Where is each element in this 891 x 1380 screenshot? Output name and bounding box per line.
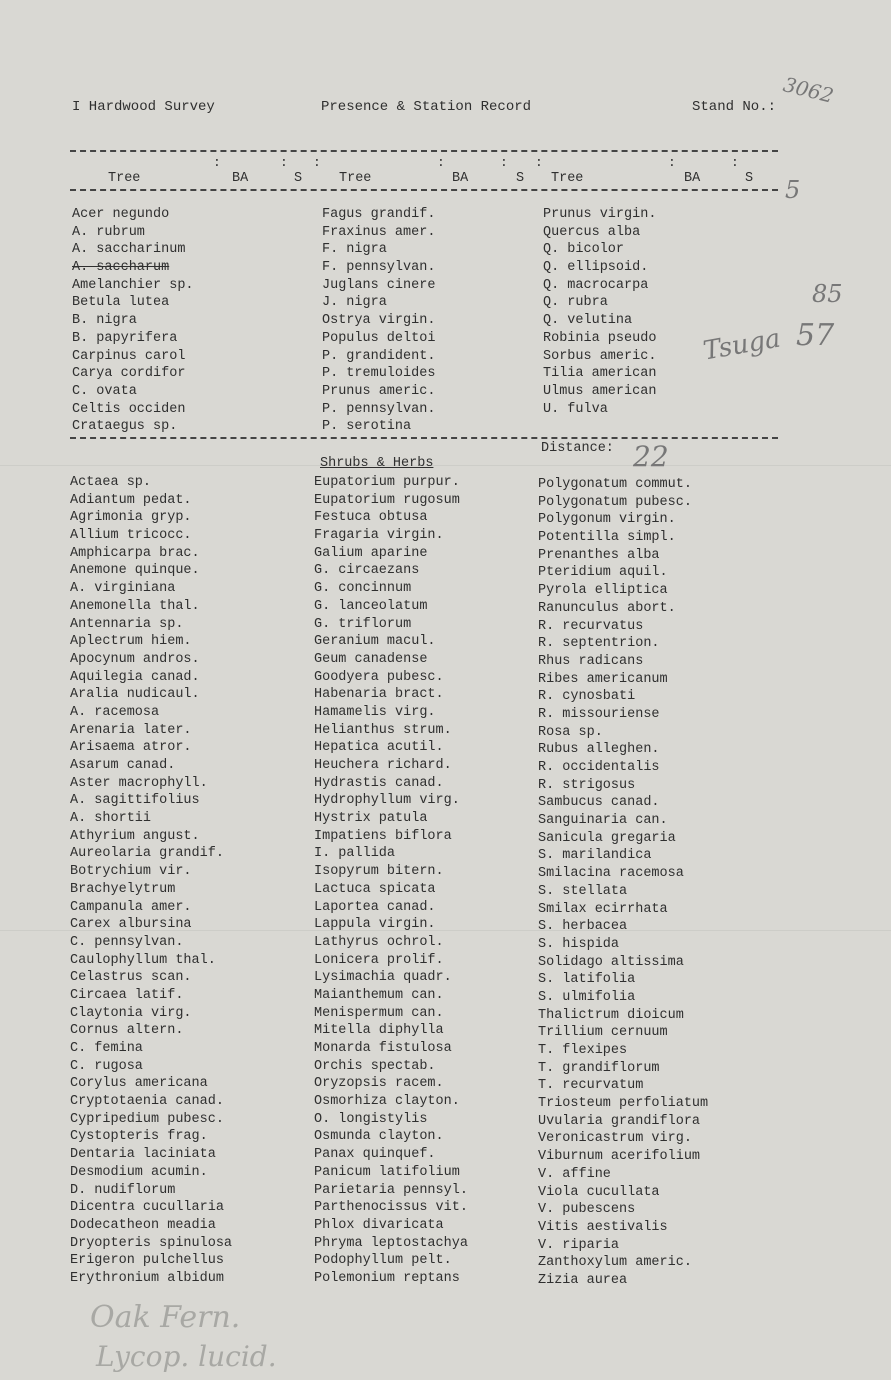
list-item: Aquilegia canad. [70, 669, 200, 685]
list-item: V. riparia [538, 1237, 620, 1253]
list-item: R. occidentalis [538, 760, 660, 775]
list-item: Actaea sp. [70, 475, 152, 490]
list-item: Panicum latifolium [314, 1164, 460, 1180]
stand-number-label: Stand No.: [692, 99, 777, 115]
list-item: Impatiens biflora [314, 828, 452, 844]
list-item: Polygonum virgin. [538, 512, 676, 528]
column-header-tree: Tree [339, 171, 372, 186]
list-item: Polemonium reptans [314, 1270, 460, 1286]
list-item: Arisaema atror. [70, 740, 192, 756]
list-item: Sanicula gregaria [538, 830, 676, 846]
tree-list-col3 [543, 206, 656, 418]
list-item: Dicentra cucullaria [70, 1200, 224, 1216]
distance-value-handwritten: 22 [633, 440, 669, 473]
list-item: Allium tricocc. [70, 528, 192, 544]
list-item: C. ovata [72, 383, 137, 399]
list-item: Claytonia virg. [70, 1005, 192, 1021]
list-item: R. septentrion. [538, 636, 660, 652]
list-item: Mitella diphylla [314, 1023, 444, 1039]
list-item: Dentaria laciniata [70, 1147, 216, 1163]
list-item: Carpinus carol [72, 348, 186, 364]
list-item: Hamamelis virg. [314, 704, 436, 720]
column-header-tree: Tree [551, 171, 584, 186]
list-item: Apocynum andros. [70, 651, 200, 667]
list-item: A. virginiana [70, 581, 176, 597]
column-header-ba: BA [232, 171, 249, 186]
list-item: Oryzopsis racem. [314, 1076, 444, 1092]
list-item: Smilacina racemosa [538, 866, 684, 882]
list-item: V. affine [538, 1166, 611, 1182]
list-item: Hepatica acutil. [314, 740, 444, 756]
list-item: P. tremuloides [322, 366, 436, 382]
list-item: Prenanthes alba [538, 547, 660, 563]
list-item: C. rugosa [70, 1058, 143, 1074]
tree-list-col2 [322, 206, 435, 436]
list-item: U. fulva [543, 401, 608, 417]
list-item: Rhus radicans [538, 653, 644, 669]
stand-number-handwritten: 3062 [780, 72, 837, 108]
shrubs-herbs-heading: Shrubs & Herbs [320, 456, 434, 471]
list-item: S. stellata [538, 883, 628, 899]
list-item: Phryma leptostachya [314, 1235, 468, 1251]
list-item: Panax quinquef. [314, 1147, 436, 1163]
list-item: Athyrium angust. [70, 828, 200, 844]
list-item: A. shortii [70, 811, 152, 827]
list-item: Laportea canad. [314, 899, 436, 915]
list-item: F. nigra [322, 242, 387, 258]
list-item: Crataegus sp. [72, 419, 178, 435]
list-item: Parthenocissus vit. [314, 1200, 468, 1216]
list-item: Phlox divaricata [314, 1217, 444, 1233]
list-item: Trillium cernuum [538, 1025, 668, 1041]
list-item: Robinia pseudo [543, 330, 657, 346]
list-item: S. hispida [538, 936, 620, 952]
list-item: Sanguinaria can. [538, 813, 668, 829]
handwritten-57: 57 [796, 318, 835, 353]
list-item: Monarda fistulosa [314, 1041, 452, 1056]
list-item: Sorbus americ. [543, 348, 657, 364]
list-item: G. triflorum [314, 616, 412, 632]
list-item: J. nigra [322, 295, 387, 311]
list-item: Lactuca spicata [314, 881, 436, 897]
shrub-list-col1 [70, 474, 232, 1288]
list-item: Corylus americana [70, 1076, 208, 1092]
list-item: Lysimachia quadr. [314, 970, 452, 986]
list-item: Goodyera pubesc. [314, 669, 444, 685]
list-item: R. missouriense [538, 706, 660, 722]
list-item: Aralia nudicaul. [70, 687, 200, 703]
list-item: Celastrus scan. [70, 970, 192, 986]
list-item: Anemone quinque. [70, 563, 200, 579]
list-item: Helianthus strum. [314, 722, 452, 738]
column-header-ba: BA [452, 171, 469, 186]
list-item: T. recurvatum [538, 1078, 644, 1094]
list-item: S. herbacea [538, 919, 628, 935]
list-item: Circaea latif. [70, 987, 184, 1003]
column-header-ba: BA [684, 171, 701, 186]
list-item: A. rubrum [72, 224, 145, 240]
list-item: Amelanchier sp. [72, 277, 194, 293]
paper-fold-line [0, 465, 891, 466]
handwritten-tsuga: Tsuga [700, 323, 783, 367]
list-item: Arenaria later. [70, 722, 192, 738]
list-item: Q. ellipsoid. [543, 260, 649, 276]
list-item: Thalictrum dioicum [538, 1007, 684, 1023]
list-item: Aster macrophyll. [70, 775, 208, 791]
list-item: Caulophyllum thal. [70, 952, 216, 968]
list-item: P. serotina [322, 419, 412, 435]
list-item: Lonicera prolif. [314, 952, 444, 968]
list-item: S. latifolia [538, 972, 636, 988]
list-item: Cystopteris frag. [70, 1129, 208, 1145]
column-divider: : [731, 155, 739, 170]
handwritten-mark: 5 [785, 176, 801, 204]
list-item: Celtis occiden [72, 401, 186, 417]
list-item: Geum canadense [314, 651, 428, 667]
list-item: R. strigosus [538, 777, 636, 793]
list-item: Maianthemum can. [314, 987, 444, 1003]
list-item: Veronicastrum virg. [538, 1131, 692, 1147]
list-item: Prunus americ. [322, 383, 436, 399]
list-item: Rubus alleghen. [538, 742, 660, 758]
list-item: I. pallida [314, 846, 396, 862]
list-item: Solidago altissima [538, 954, 684, 970]
list-item: F. pennsylvan. [322, 260, 436, 276]
list-item: Ulmus american [543, 383, 657, 399]
list-item: Isopyrum bitern. [314, 864, 444, 880]
list-item: G. circaezans [314, 563, 420, 579]
list-item: Potentilla simpl. [538, 530, 676, 546]
list-item: Polygonatum pubesc. [538, 494, 692, 510]
list-item: Viburnum acerifolium [538, 1149, 701, 1165]
list-item: Amphicarpa brac. [70, 545, 200, 561]
list-item: Rosa sp. [538, 724, 603, 740]
tree-list-col1 [72, 206, 194, 436]
column-divider: : [280, 155, 288, 170]
list-item: Q. rubra [543, 295, 608, 311]
handwritten-footer-note: Lycop. lucid. [96, 1340, 277, 1373]
list-item: Tilia american [543, 366, 657, 382]
list-item: C. femina [70, 1041, 143, 1056]
table-header-rule [70, 189, 778, 191]
list-item: Uvularia grandiflora [538, 1113, 701, 1129]
list-item: Viola cucullata [538, 1184, 660, 1200]
list-item: Carex albursina [70, 917, 192, 933]
list-item: Polygonatum commut. [538, 477, 692, 492]
column-divider: : [437, 155, 445, 170]
list-item: Lappula virgin. [314, 917, 436, 933]
list-item: P. grandident. [322, 348, 436, 364]
list-item: Adiantum pedat. [70, 492, 192, 508]
list-item: A. racemosa [70, 704, 160, 720]
list-item: Orchis spectab. [314, 1058, 436, 1074]
list-item: B. papyrifera [72, 330, 178, 346]
list-item: Smilax ecirrhata [538, 901, 668, 917]
list-item: Sambucus canad. [538, 795, 660, 811]
section-rule [70, 437, 778, 439]
column-header-s: S [745, 171, 754, 186]
list-item: Anemonella thal. [70, 598, 200, 614]
list-item: B. nigra [72, 313, 137, 329]
list-item: Triosteum perfoliatum [538, 1096, 709, 1112]
column-divider: : [668, 155, 676, 170]
column-header-s: S [516, 171, 525, 186]
list-item: Cornus altern. [70, 1023, 184, 1039]
list-item: A. sagittifolius [70, 793, 200, 809]
list-item: Fagus grandif. [322, 207, 436, 222]
list-item: R. recurvatus [538, 618, 644, 634]
list-item: Geranium macul. [314, 634, 436, 650]
list-item: D. nudiflorum [70, 1182, 176, 1198]
column-divider: : [535, 155, 543, 170]
list-item: Q. velutina [543, 313, 633, 329]
shrub-list-col2 [314, 474, 468, 1288]
distance-label: Distance: [541, 441, 614, 456]
list-item: Asarum canad. [70, 758, 176, 773]
list-item: Ribes americanum [538, 671, 668, 687]
list-item: S. ulmifolia [538, 989, 636, 1005]
list-item: Cryptotaenia canad. [70, 1094, 224, 1110]
list-item: Zanthoxylum americ. [538, 1255, 692, 1271]
list-item: Hystrix patula [314, 811, 428, 827]
list-item: T. grandiflorum [538, 1060, 660, 1076]
list-item: Dryopteris spinulosa [70, 1235, 233, 1251]
list-item: V. pubescens [538, 1202, 636, 1218]
list-item: Osmorhiza clayton. [314, 1094, 460, 1110]
handwritten-85: 85 [812, 280, 843, 308]
column-divider: : [500, 155, 508, 170]
list-item: Heuchera richard. [314, 758, 452, 773]
list-item: Ranunculus abort. [538, 600, 676, 616]
list-item: Betula lutea [72, 295, 170, 311]
list-item: A. saccharinum [72, 242, 186, 258]
shrub-list-col3 [538, 476, 708, 1290]
list-item: Botrychium vir. [70, 864, 192, 880]
survey-name: I Hardwood Survey [72, 99, 215, 115]
column-header-tree: Tree [108, 171, 141, 186]
list-item: C. pennsylvan. [70, 934, 184, 950]
list-item: T. flexipes [538, 1043, 628, 1058]
list-item: Zizia aurea [538, 1272, 628, 1288]
list-item: R. cynosbati [538, 689, 636, 705]
list-item: Campanula amer. [70, 899, 192, 915]
list-item: Pyrola elliptica [538, 583, 668, 599]
list-item: Aureolaria grandif. [70, 846, 224, 862]
list-item: Habenaria bract. [314, 687, 444, 703]
list-item: Galium aparine [314, 545, 428, 561]
list-item: Parietaria pennsyl. [314, 1182, 468, 1198]
list-item: Juglans cinere [322, 277, 436, 293]
list-item: Fraxinus amer. [322, 224, 436, 240]
list-item: Eupatorium rugosum [314, 492, 460, 508]
list-item: Dodecatheon meadia [70, 1217, 216, 1233]
list-item: Erigeron pulchellus [70, 1253, 224, 1269]
list-item: Eupatorium purpur. [314, 475, 460, 490]
list-item: Menispermum can. [314, 1005, 444, 1021]
list-item: Antennaria sp. [70, 616, 184, 632]
list-item: Desmodium acumin. [70, 1164, 208, 1180]
list-item: Festuca obtusa [314, 510, 428, 526]
list-item: Ostrya virgin. [322, 313, 436, 329]
list-item: O. longistylis [314, 1111, 428, 1127]
list-item: Vitis aestivalis [538, 1219, 668, 1235]
list-item: Aplectrum hiem. [70, 634, 192, 650]
list-item: Hydrastis canad. [314, 775, 444, 791]
list-item: Hydrophyllum virg. [314, 793, 460, 809]
column-header-s: S [294, 171, 303, 186]
list-item: Populus deltoi [322, 330, 436, 346]
list-item: S. marilandica [538, 848, 652, 864]
column-divider: : [313, 155, 321, 170]
list-item: Acer negundo [72, 207, 170, 222]
list-item: Cypripedium pubesc. [70, 1111, 224, 1127]
list-item: Pteridium aquil. [538, 565, 668, 581]
table-top-rule [70, 150, 778, 152]
handwritten-footer-note: Oak Fern. [90, 1300, 241, 1335]
list-item: Agrimonia gryp. [70, 510, 192, 526]
list-item: Q. macrocarpa [543, 277, 649, 293]
form-title: Presence & Station Record [321, 99, 532, 115]
list-item: Carya cordifor [72, 366, 186, 382]
list-item: Lathyrus ochrol. [314, 934, 444, 950]
list-item: Osmunda clayton. [314, 1129, 444, 1145]
list-item: A. saccharum [72, 260, 170, 276]
list-item: G. concinnum [314, 581, 412, 597]
column-divider: : [213, 155, 221, 170]
list-item: Fragaria virgin. [314, 528, 444, 544]
list-item: Prunus virgin. [543, 207, 657, 222]
list-item: Podophyllum pelt. [314, 1253, 452, 1269]
list-item: Erythronium albidum [70, 1270, 224, 1286]
list-item: P. pennsylvan. [322, 401, 436, 417]
list-item: Q. bicolor [543, 242, 625, 258]
list-item: Brachyelytrum [70, 881, 176, 897]
list-item: G. lanceolatum [314, 598, 428, 614]
list-item: Quercus alba [543, 224, 641, 240]
